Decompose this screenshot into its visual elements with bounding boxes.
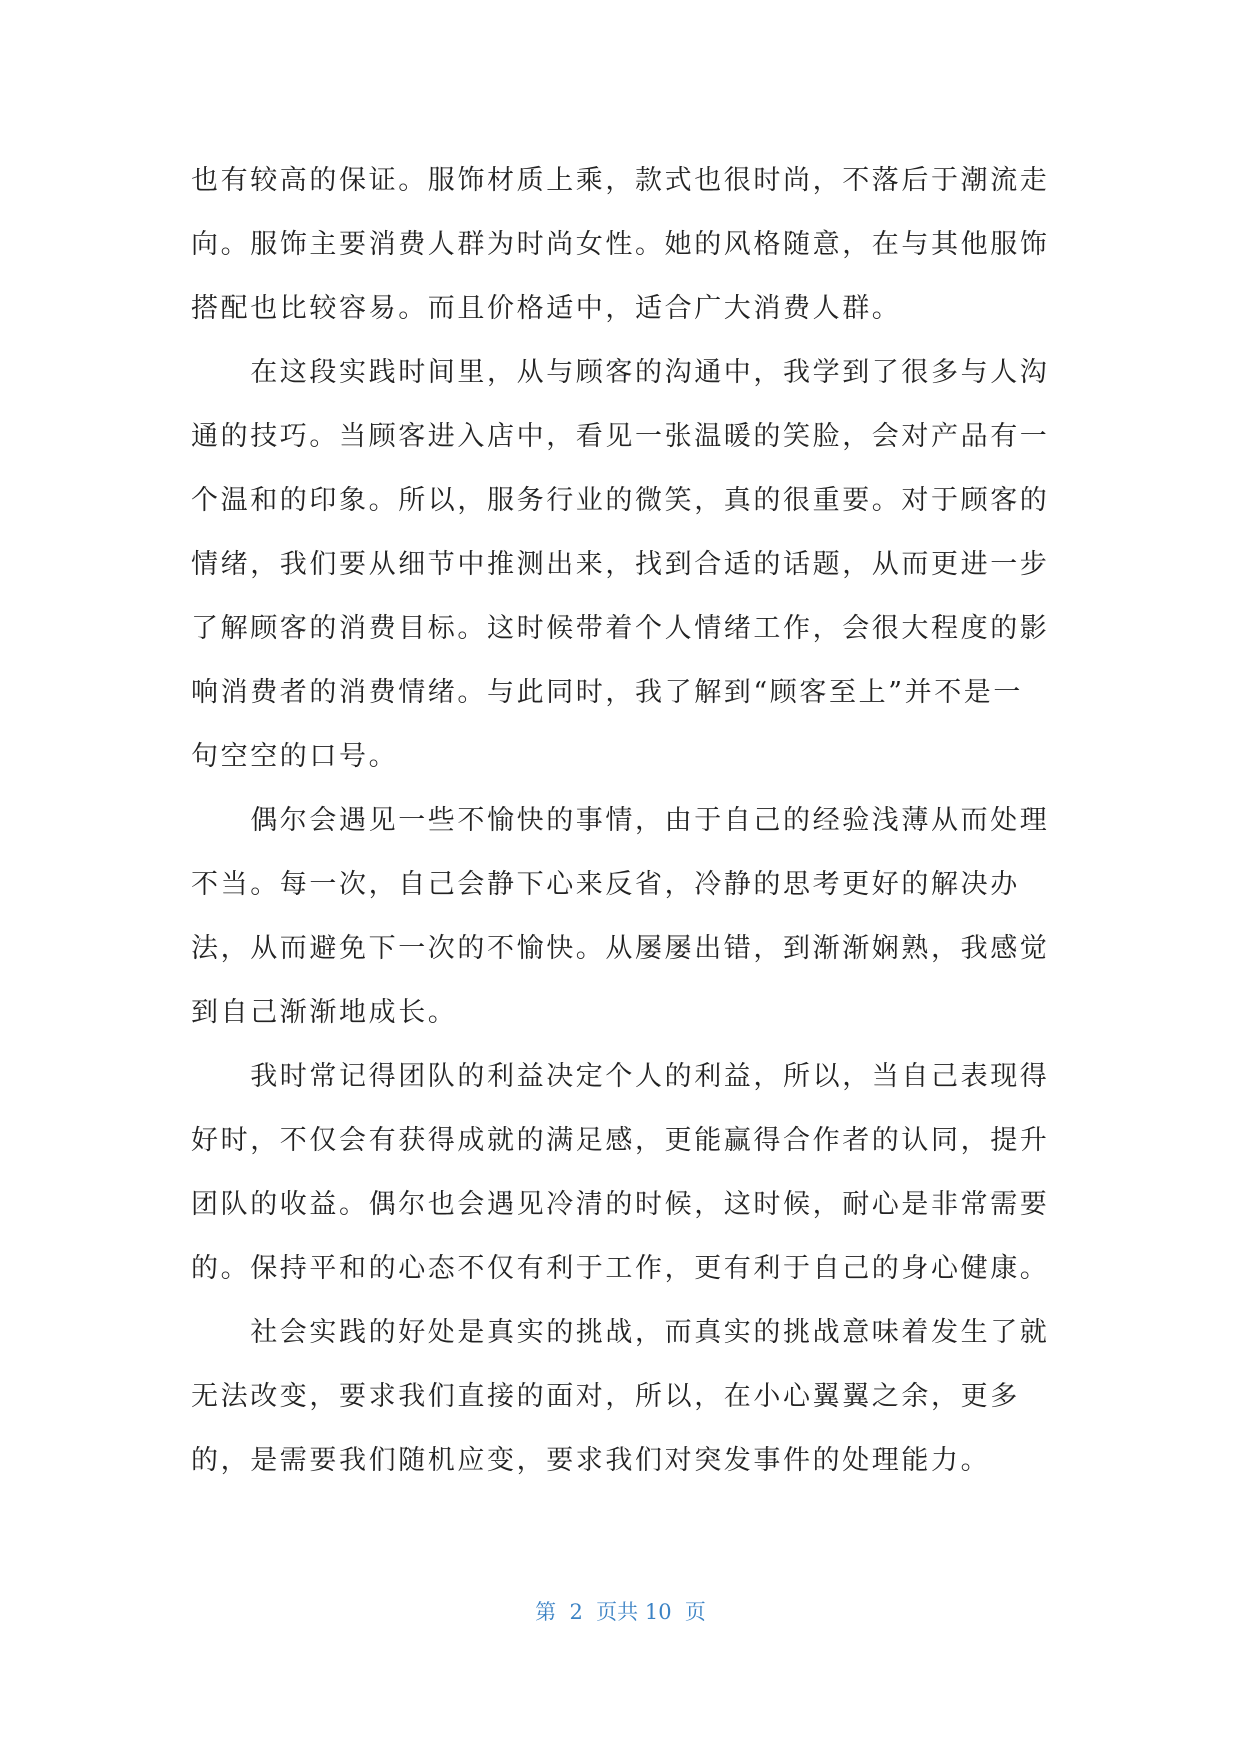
text-line: 了解顾客的消费目标。这时候带着个人情绪工作，会很大程度的影 — [191, 613, 1050, 644]
text-line: 法，从而避免下一次的不愉快。从屡屡出错，到渐渐娴熟，我感觉 — [191, 933, 1050, 964]
text-line: 到自己渐渐地成长。 — [191, 997, 458, 1028]
text-line: 在这段实践时间里，从与顾客的沟通中，我学到了很多与人沟 — [191, 357, 1050, 388]
text-line: 的。保持平和的心态不仅有利于工作，更有利于自己的身心健康。 — [191, 1253, 1050, 1284]
text-line: 无法改变，要求我们直接的面对，所以，在小心翼翼之余，更多 — [191, 1381, 1020, 1412]
text-line: 社会实践的好处是真实的挑战，而真实的挑战意味着发生了就 — [191, 1317, 1050, 1348]
text-line: 情绪，我们要从细节中推测出来，找到合适的话题，从而更进一步 — [191, 549, 1050, 580]
text-line: 团队的收益。偶尔也会遇见冷清的时候，这时候，耐心是非常需要 — [191, 1189, 1050, 1220]
text-line: 搭配也比较容易。而且价格适中，适合广大消费人群。 — [191, 293, 902, 324]
text-line: 响消费者的消费情绪。与此同时，我了解到“顾客至上”并不是一 — [191, 677, 1024, 708]
text-line: 也有较高的保证。服饰材质上乘，款式也很时尚，不落后于潮流走 — [191, 165, 1050, 196]
text-line: 偶尔会遇见一些不愉快的事情，由于自己的经验浅薄从而处理 — [191, 805, 1050, 836]
text-line: 不当。每一次，自己会静下心来反省，冷静的思考更好的解决办 — [191, 869, 1020, 900]
page-number-footer: 第 2 页共 10 页 — [535, 1600, 706, 1624]
text-line: 通的技巧。当顾客进入店中，看见一张温暖的笑脸，会对产品有一 — [191, 421, 1050, 452]
text-line: 的，是需要我们随机应变，要求我们对突发事件的处理能力。 — [191, 1445, 991, 1476]
text-line: 我时常记得团队的利益决定个人的利益，所以，当自己表现得 — [191, 1061, 1050, 1092]
text-line: 好时，不仅会有获得成就的满足感，更能赢得合作者的认同，提升 — [191, 1125, 1050, 1156]
text-line: 句空空的口号。 — [191, 741, 399, 772]
text-line: 向。服饰主要消费人群为时尚女性。她的风格随意，在与其他服饰 — [191, 229, 1050, 260]
text-line: 个温和的印象。所以，服务行业的微笑，真的很重要。对于顾客的 — [191, 485, 1050, 516]
